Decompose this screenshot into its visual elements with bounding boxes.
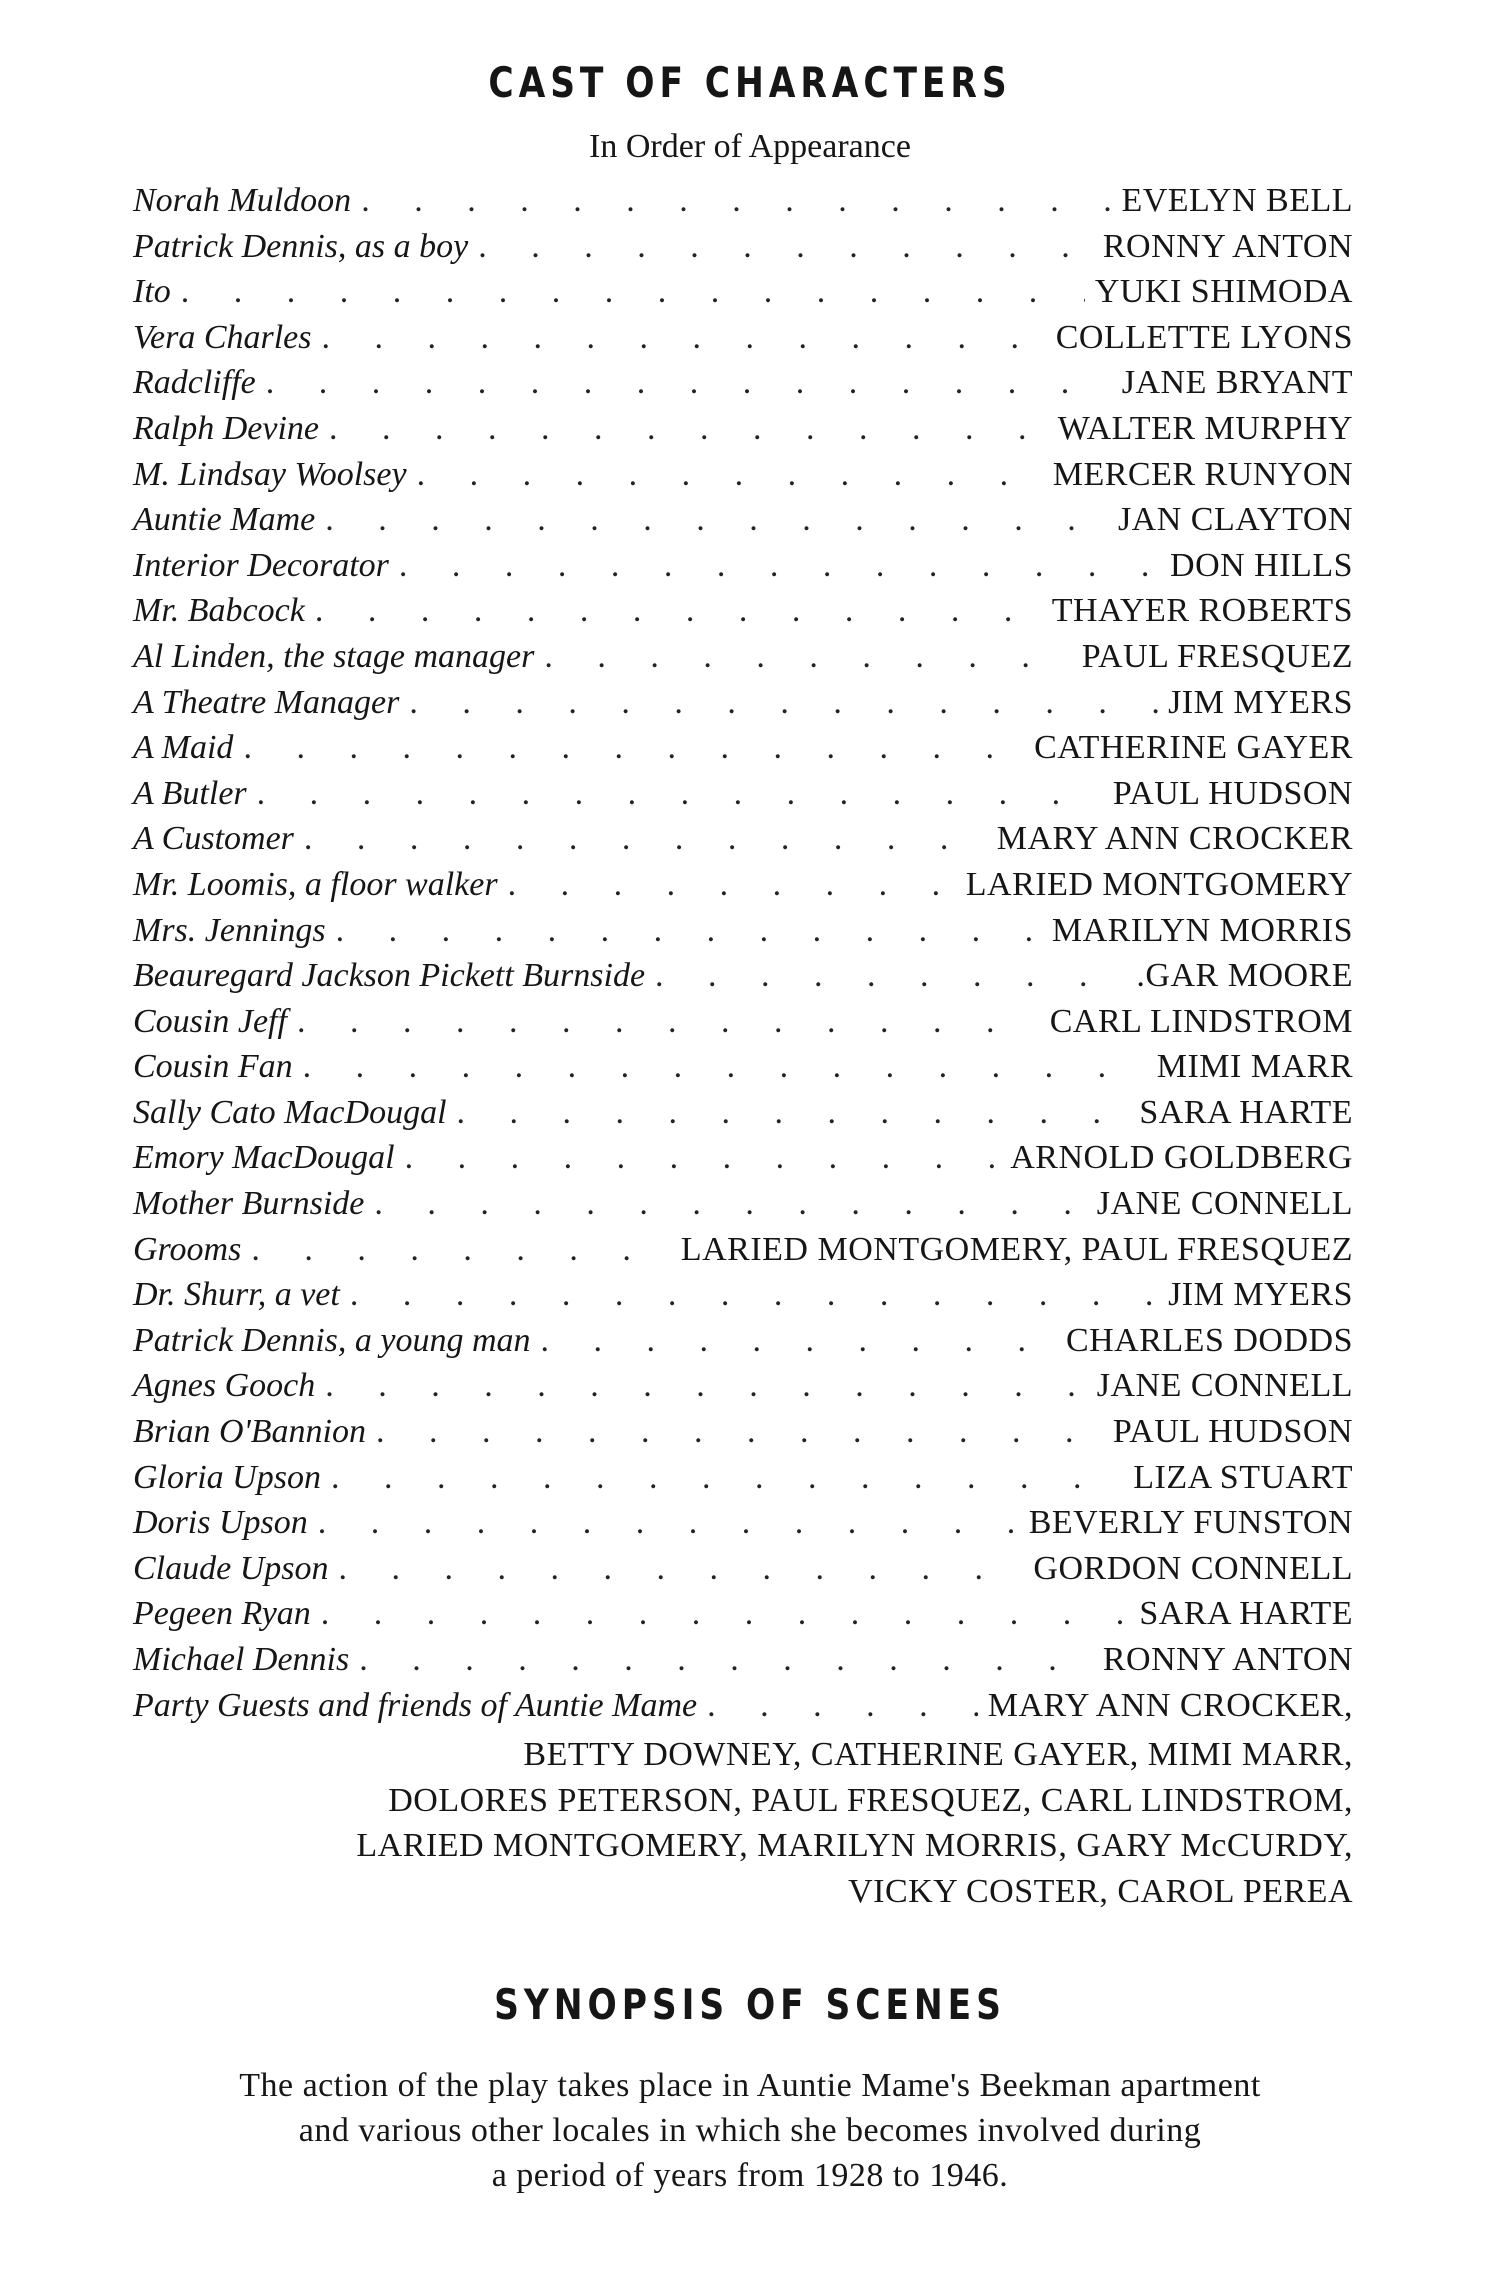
dot-leader (544, 638, 1071, 676)
cast-row (133, 820, 1353, 866)
cast-list (133, 182, 1353, 1915)
role-name: Norah Muldoon (133, 182, 352, 219)
dot-leader (541, 1322, 1056, 1360)
role-name: Ralph Devine (133, 409, 319, 447)
role-name: Claude Upson (133, 1549, 329, 1587)
actor-name: MARY ANN CROCKER (996, 820, 1353, 858)
actor-name: JANE CONNELL (1096, 1367, 1353, 1405)
actor-name: COLLETTE LYONS (1055, 318, 1353, 356)
actor-name: BEVERLY FUNSTON (1028, 1504, 1353, 1542)
cast-row (133, 364, 1353, 410)
actor-name: MARILYN MORRIS (1051, 911, 1353, 949)
cast-row (133, 1322, 1353, 1368)
role-name: A Maid (133, 729, 234, 767)
party-guests-line: LARIED MONTGOMERY, MARILYN MORRIS, GARY McCURDY, (356, 1827, 1353, 1865)
cast-row (133, 456, 1353, 502)
actor-name: JANE BRYANT (1121, 364, 1353, 402)
actor-name: LIZA STUART (1133, 1458, 1353, 1496)
cast-row (133, 182, 1353, 228)
role-name: Sally Cato MacDougal (133, 1093, 447, 1131)
role-name: Mr. Babcock (133, 592, 305, 630)
dot-leader (336, 912, 1042, 950)
dot-leader (304, 820, 987, 858)
cast-row (133, 1550, 1353, 1596)
cast-row (133, 1231, 1353, 1277)
cast-subheading: In Order of Appearance (589, 128, 911, 165)
role-name: A Theatre Manager (133, 683, 400, 721)
cast-row (133, 1276, 1353, 1322)
dot-leader (243, 729, 1024, 767)
dot-leader (315, 592, 1042, 630)
cast-row (133, 1595, 1353, 1641)
role-name: Michael Dennis (133, 1641, 350, 1678)
actor-name: RONNY ANTON (1102, 1641, 1353, 1678)
actor-name: PAUL HUDSON (1112, 774, 1353, 812)
dot-leader (321, 1595, 1130, 1633)
role-name: Gloria Upson (133, 1458, 321, 1496)
actor-name: RONNY ANTON (1102, 227, 1353, 265)
cast-row (133, 1641, 1353, 1687)
actor-name: CHARLES DODDS (1065, 1321, 1353, 1359)
role-name: A Butler (133, 774, 247, 812)
cast-row (133, 729, 1353, 775)
role-name: Mrs. Jennings (133, 911, 326, 949)
dot-leader (325, 501, 1108, 539)
cast-row (133, 775, 1353, 821)
dot-leader (399, 547, 1160, 585)
dot-leader (350, 1276, 1158, 1314)
role-name: Party Guests and friends of Auntie Mame (133, 1686, 698, 1724)
party-guests-row (133, 1687, 1353, 1733)
cast-row (133, 1094, 1353, 1140)
role-name: Radcliffe (133, 364, 256, 402)
role-name: Doris Upson (133, 1504, 308, 1542)
dot-leader (322, 319, 1046, 357)
actor-name: JIM MYERS (1168, 683, 1353, 721)
dot-leader (478, 228, 1093, 266)
actor-name: MIMI MARR (1156, 1048, 1353, 1086)
party-guests-line: VICKY COSTER, CAROL PEREA (848, 1872, 1353, 1910)
dot-leader (329, 410, 1048, 448)
role-name: Emory MacDougal (133, 1139, 395, 1177)
dot-leader (374, 1185, 1086, 1223)
role-name: Mr. Loomis, a floor walker (133, 865, 498, 903)
dot-leader (707, 1687, 978, 1725)
cast-row (133, 1139, 1353, 1185)
synopsis-line: and various other locales in which she becomes involved during (298, 2112, 1202, 2149)
role-name: Cousin Fan (133, 1048, 293, 1086)
role-name: Patrick Dennis, a young man (133, 1321, 531, 1359)
role-name: Ito (133, 273, 171, 311)
cast-row (133, 1504, 1353, 1550)
dot-leader (257, 775, 1103, 813)
actor-name: JANE CONNELL (1096, 1185, 1353, 1223)
cast-row (133, 273, 1353, 319)
actor-name: SARA HARTE (1139, 1093, 1353, 1131)
role-name: Al Linden, the stage manager (133, 637, 535, 675)
cast-row (133, 410, 1353, 456)
cast-row (133, 319, 1353, 365)
actor-name: PAUL HUDSON (1112, 1413, 1353, 1451)
cast-row (133, 957, 1353, 1003)
role-name: Grooms (133, 1230, 242, 1268)
dot-leader (297, 1003, 1040, 1041)
cast-row (133, 547, 1353, 593)
party-guests-names (133, 1732, 1353, 1914)
dot-leader (417, 456, 1043, 494)
cast-row (133, 638, 1353, 684)
cast-row (133, 1003, 1353, 1049)
actor-name: WALTER MURPHY (1057, 409, 1353, 447)
actor-name: YUKI SHIMODA (1094, 273, 1353, 311)
role-name: Patrick Dennis, as a boy (133, 227, 469, 265)
cast-row (133, 592, 1353, 638)
role-name: Auntie Mame (133, 501, 316, 539)
role-name: Mother Burnside (133, 1185, 365, 1223)
actor-name: JIM MYERS (1168, 1276, 1353, 1314)
dot-leader (266, 364, 1112, 402)
actor-name: EVELYN BELL (1121, 182, 1353, 219)
dot-leader (361, 182, 1111, 220)
actor-name: .GAR MOORE (1136, 957, 1353, 995)
cast-row (133, 228, 1353, 274)
dot-leader (359, 1641, 1093, 1679)
cast-row (133, 1459, 1353, 1505)
actor-name: MERCER RUNYON (1052, 455, 1353, 493)
cast-row (133, 1185, 1353, 1231)
actor-name: PAUL FRESQUEZ (1081, 637, 1353, 675)
dot-leader (376, 1413, 1103, 1451)
actor-name: CATHERINE GAYER (1034, 729, 1353, 767)
dot-leader (331, 1459, 1123, 1497)
dot-leader (508, 866, 956, 904)
actor-name: ARNOLD GOLDBERG (1010, 1139, 1353, 1177)
synopsis-heading: SYNOPSIS OF SCENES (494, 1980, 1006, 2029)
role-name: A Customer (133, 820, 294, 858)
actor-name: JAN CLAYTON (1117, 501, 1353, 539)
role-name: Interior Decorator (133, 546, 389, 584)
party-guests-line: DOLORES PETERSON, PAUL FRESQUEZ, CARL LINDSTROM, (388, 1781, 1353, 1819)
role-name: Brian O'Bannion (133, 1413, 366, 1451)
role-name: Pegeen Ryan (133, 1595, 311, 1633)
role-name: Cousin Jeff (133, 1002, 287, 1040)
actor-name: LARIED MONTGOMERY, PAUL FRESQUEZ (680, 1230, 1353, 1268)
cast-row (133, 684, 1353, 730)
role-name: Agnes Gooch (133, 1367, 316, 1405)
synopsis-text (0, 2063, 1500, 2198)
dot-leader (181, 273, 1085, 311)
actor-name: GORDON CONNELL (1033, 1549, 1353, 1587)
dot-leader (409, 684, 1158, 722)
dot-leader (303, 1048, 1147, 1086)
role-name: M. Lindsay Woolsey (133, 455, 407, 493)
actor-name: SARA HARTE (1139, 1595, 1353, 1633)
dot-leader (339, 1550, 1024, 1588)
cast-heading: CAST OF CHARACTERS (488, 58, 1012, 107)
actor-name: LARIED MONTGOMERY (965, 865, 1353, 903)
dot-leader (655, 957, 1126, 995)
party-guests-line: BETTY DOWNEY, CATHERINE GAYER, MIMI MARR, (523, 1736, 1353, 1774)
cast-row (133, 1413, 1353, 1459)
dot-leader (325, 1367, 1086, 1405)
cast-row (133, 866, 1353, 912)
dot-leader (318, 1504, 1019, 1542)
role-name: Dr. Shurr, a vet (133, 1276, 340, 1314)
actor-name: DON HILLS (1170, 546, 1353, 584)
dot-leader (457, 1094, 1130, 1132)
dot-leader (251, 1231, 671, 1269)
actor-name: CARL LINDSTROM (1049, 1002, 1353, 1040)
synopsis-line: a period of years from 1928 to 1946. (491, 2157, 1009, 2194)
actor-name: THAYER ROBERTS (1051, 592, 1353, 630)
cast-row (133, 501, 1353, 547)
dot-leader (405, 1139, 1001, 1177)
actor-name: MARY ANN CROCKER, (987, 1686, 1353, 1724)
cast-row (133, 912, 1353, 958)
cast-row (133, 1048, 1353, 1094)
cast-row (133, 1367, 1353, 1413)
role-name: Vera Charles (133, 318, 312, 356)
synopsis-line: The action of the play takes place in Auntie Mame's Beekman apartment (239, 2067, 1261, 2104)
role-name: Beauregard Jackson Pickett Burnside (133, 957, 646, 995)
